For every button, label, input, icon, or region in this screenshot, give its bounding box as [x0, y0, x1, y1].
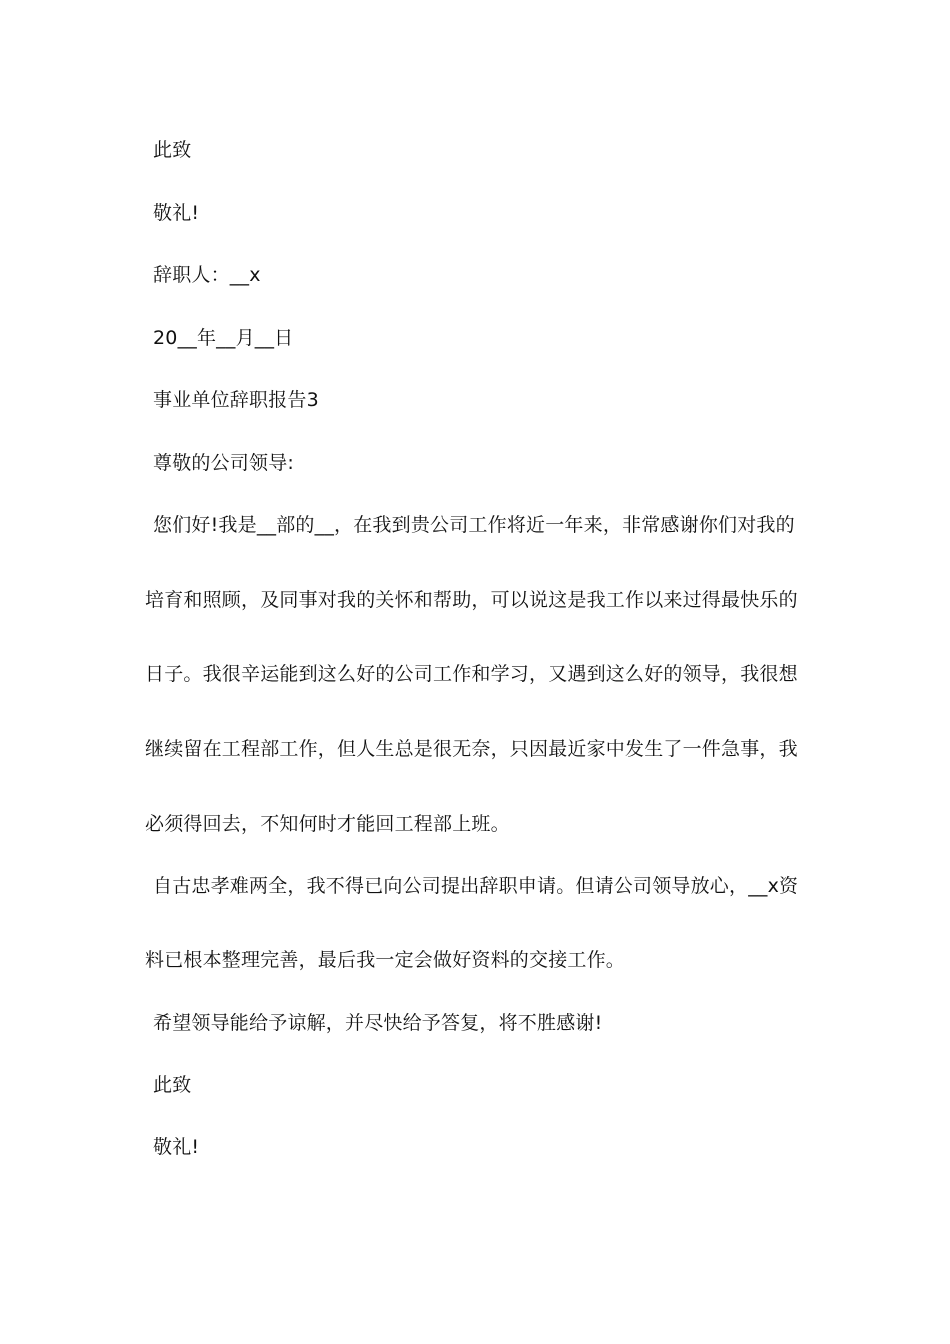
closing-line: 此致 — [153, 1074, 192, 1096]
date-line: 20__年__月__日 — [153, 327, 294, 349]
paragraph-line: 料已根本整理完善，最后我一定会做好资料的交接工作。 — [145, 949, 626, 971]
paragraph-line: 继续留在工程部工作，但人生总是很无奈，只因最近家中发生了一件急事，我 — [145, 738, 798, 760]
paragraph-line: 必须得回去，不知何时才能回工程部上班。 — [145, 813, 510, 835]
paragraph-line: 自古忠孝难两全，我不得已向公司提出辞职申请。但请公司领导放心，__x资 — [153, 875, 799, 897]
salute-line: 敬礼! — [153, 202, 200, 224]
salute-line: 敬礼! — [153, 1136, 200, 1158]
paragraph-line: 日子。我很辛运能到这么好的公司工作和学习，又遇到这么好的领导，我很想 — [145, 663, 798, 685]
greeting-line: 尊敬的公司领导: — [153, 452, 295, 474]
closing-line: 此致 — [153, 139, 192, 161]
paragraph-line: 您们好!我是__部的__，在我到贵公司工作将近一年来，非常感谢你们对我的 — [153, 514, 795, 536]
signer-line: 辞职人：__x — [153, 264, 261, 286]
report-heading: 事业单位辞职报告3 — [153, 389, 319, 411]
paragraph-line: 希望领导能给予谅解，并尽快给予答复，将不胜感谢! — [153, 1012, 603, 1034]
paragraph-line: 培育和照顾，及同事对我的关怀和帮助，可以说这是我工作以来过得最快乐的 — [145, 589, 798, 611]
